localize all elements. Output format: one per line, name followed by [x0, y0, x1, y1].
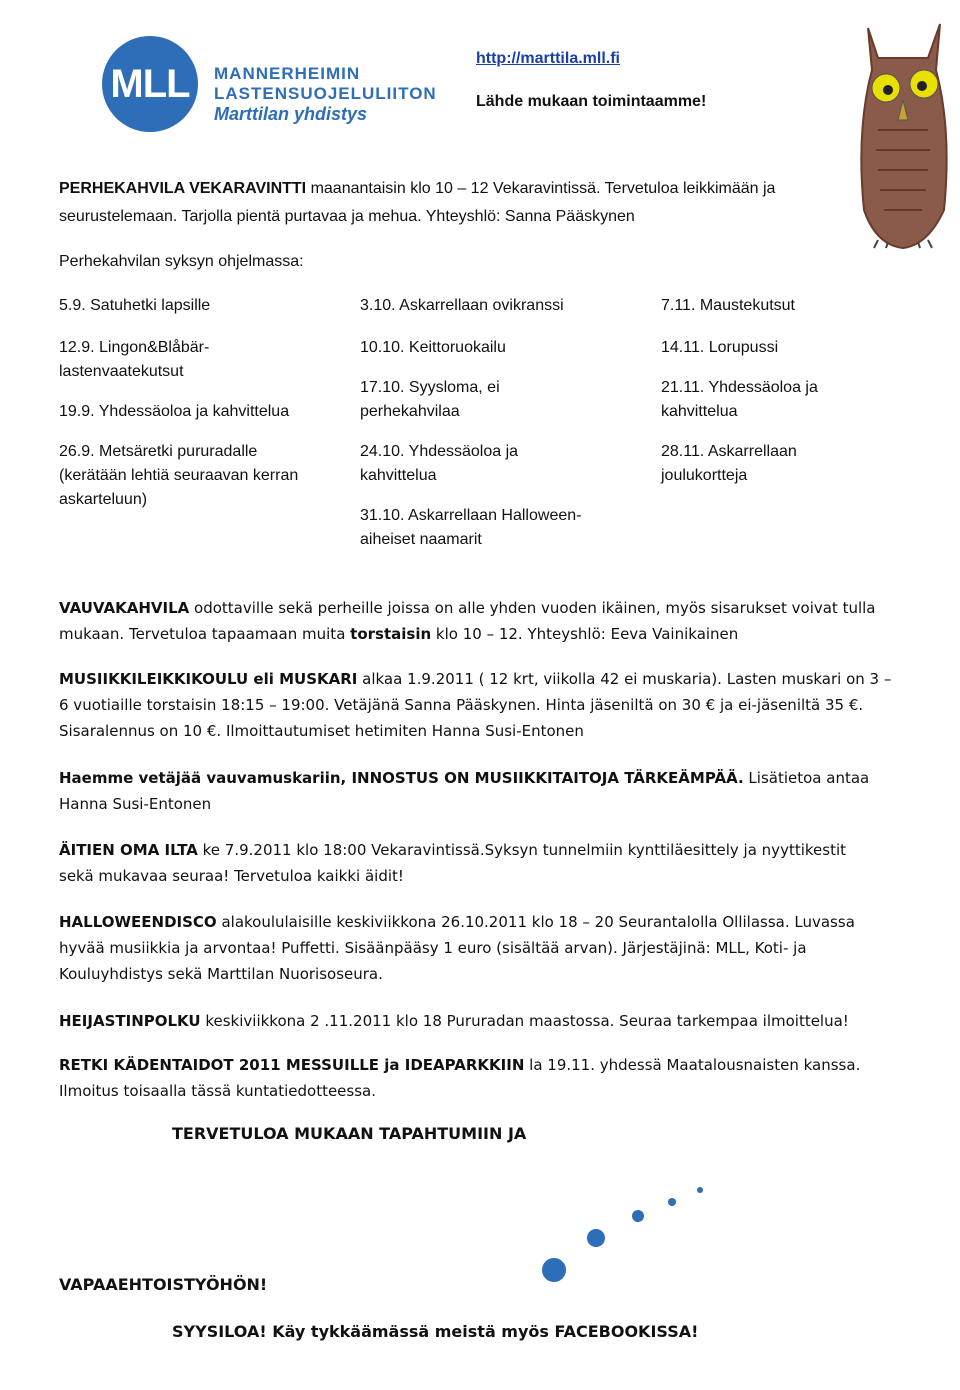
aitien-text-2: sekä mukavaa seuraa! Tervetuloa kaikki äidit!: [59, 867, 404, 885]
muskari-text-1: alkaa 1.9.2011 ( 12 krt, viikolla 42 ei muskaria). Lasten muskari on 3 –: [357, 670, 892, 688]
logo-mark: MLL: [102, 36, 198, 132]
schedule-item: 10.10. Keittoruokailu: [360, 339, 506, 356]
slogan: Lähde mukaan toimintaamme!: [476, 93, 707, 110]
logo-line-2: LASTENSUOJELULIITON: [214, 84, 437, 103]
aitien-text-1: ke 7.9.2011 klo 18:00 Vekaravintissä.Syksyn tunnelmiin kynttiläesittely ja nyyttikestit: [197, 841, 846, 859]
schedule-item: 28.11. Askarrellaan joulukortteja: [661, 443, 797, 484]
perhekahvila-title: PERHEKAHVILA VEKARAVINTTI: [59, 180, 307, 197]
schedule-col3-head: 7.11. Maustekutsut: [661, 297, 795, 314]
schedule-item: 24.10. Yhdessäoloa ja kahvittelua: [360, 443, 519, 484]
vauvakahvila-title: VAUVAKAHVILA: [59, 599, 190, 617]
program-heading: Perhekahvilan syksyn ohjelmassa:: [59, 253, 304, 270]
halloween-text-3: Kouluyhdistys sekä Marttilan Nuorisoseura.: [59, 965, 383, 983]
heijastin-text: keskiviikkona 2 .11.2011 klo 18 Pururadan maastossa. Seuraa tarkempaa ilmoittelua!: [200, 1012, 849, 1030]
website-link[interactable]: http://marttila.mll.fi: [476, 50, 620, 67]
schedule-item: 14.11. Lorupussi: [661, 339, 779, 356]
aitien-title: ÄITIEN OMA ILTA: [59, 841, 198, 859]
schedule-col2-head: 3.10. Askarrellaan ovikranssi: [360, 297, 564, 314]
schedule-col1-head: 5.9. Satuhetki lapsille: [59, 297, 211, 314]
logo-line-3: Marttilan yhdistys: [214, 104, 368, 124]
vauvakahvila-text-1: odottaville sekä perheille joissa on alle yhden vuoden ikäinen, myös sisarukset voivat tulla: [189, 599, 876, 617]
footer-line-1: TERVETULOA MUKAAN TAPAHTUMIIN JA: [172, 1124, 527, 1143]
heijastin-section: [59, 1008, 919, 1034]
footer-line-3: SYYSILOA! Käy tykkäämässä meistä myös FACEBOOKISSA!: [172, 1322, 699, 1341]
schedule-item: 19.9. Yhdessäoloa ja kahvittelua: [59, 403, 290, 420]
schedule-item: 31.10. Askarrellaan Halloween- aiheiset naamarit: [360, 507, 582, 548]
muskari-text-2: 6 vuotiaille torstaisin 18:15 – 19:00. Vetäjänä Sanna Pääskynen. Hinta jäseniltä on 30 € ja ei-jäseniltä 35 €.: [59, 696, 864, 714]
footer-line-2: VAPAAEHTOISTYÖHÖN!: [59, 1275, 268, 1294]
muskari-title: MUSIIKKILEIKKIKOULU eli MUSKARI: [59, 670, 358, 688]
mll-logo: [92, 22, 462, 144]
halloween-title: HALLOWEENDISCO: [59, 913, 217, 931]
retki-section: [59, 1052, 919, 1104]
haemme-text-2: Hanna Susi-Entonen: [59, 795, 212, 813]
perhekahvila-line-2: seurustelemaan. Tarjolla pientä purtavaa ja mehua. Yhteyshlö: Sanna Pääskynen: [59, 208, 635, 225]
haemme-section: [59, 765, 919, 817]
schedule-item: 26.9. Metsäretki pururadalle (kerätään lehtiä seuraavan kerran askarteluun): [59, 443, 299, 508]
perhekahvila-line-1: [59, 177, 775, 201]
vauvakahvila-text-2a: mukaan. Tervetuloa tapaamaan muita: [59, 625, 351, 643]
halloween-text-1: alakoululaisille keskiviikkona 26.10.2011 klo 18 – 20 Seurantalolla Ollilassa. Luvassa: [216, 913, 855, 931]
haemme-title: Haemme vetäjää vauvamuskariin, INNOSTUS ON MUSIIKKITAITOJA TÄRKEÄMPÄÄ.: [59, 769, 744, 787]
retki-title: RETKI KÄDENTAIDOT 2011 MESSUILLE ja IDEAPARKKIIN: [59, 1056, 525, 1074]
owl-drawing-icon: [848, 10, 958, 250]
haemme-text-1: Lisätietoa antaa: [743, 769, 870, 787]
vauvakahvila-bold: torstaisin: [350, 625, 432, 643]
retki-text-1: la 19.11. yhdessä Maatalousnaisten kanssa.: [524, 1056, 861, 1074]
vauvakahvila-section: [59, 595, 919, 647]
aitien-section: [59, 837, 919, 889]
schedule-col2: [360, 336, 610, 568]
schedule-item: 21.11. Yhdessäoloa ja kahvittelua: [661, 379, 818, 420]
schedule-item: 12.9. Lingon&Blåbär-lastenvaatekutsut: [59, 339, 210, 380]
dots-decoration-icon: [540, 1180, 720, 1300]
halloween-section: [59, 909, 919, 987]
schedule-item: 17.10. Syysloma, ei perhekahvilaa: [360, 379, 500, 420]
muskari-text-3: Sisaralennus on 10 €. Ilmoittautumiset hetimiten Hanna Susi-Entonen: [59, 722, 584, 740]
logo-line-1: MANNERHEIMIN: [214, 64, 361, 83]
vauvakahvila-text-2b: klo 10 – 12. Yhteyshlö: Eeva Vainikainen: [431, 625, 739, 643]
schedule-col1: [59, 336, 299, 528]
muskari-section: [59, 666, 919, 744]
perhekahvila-text: maanantaisin klo 10 – 12 Vekaravintissä. Tervetuloa leikkimään ja: [306, 180, 776, 197]
heijastin-title: HEIJASTINPOLKU: [59, 1012, 201, 1030]
schedule-col3: [661, 336, 861, 504]
halloween-text-2: hyvää musiikkia ja arvontaa! Puffetti. Sisäänpääsy 1 euro (sisältää arvan). Järjestäjinä: MLL, Koti- ja: [59, 939, 807, 957]
retki-text-2: Ilmoitus toisaalla tässä kuntatiedotteessa.: [59, 1082, 376, 1100]
